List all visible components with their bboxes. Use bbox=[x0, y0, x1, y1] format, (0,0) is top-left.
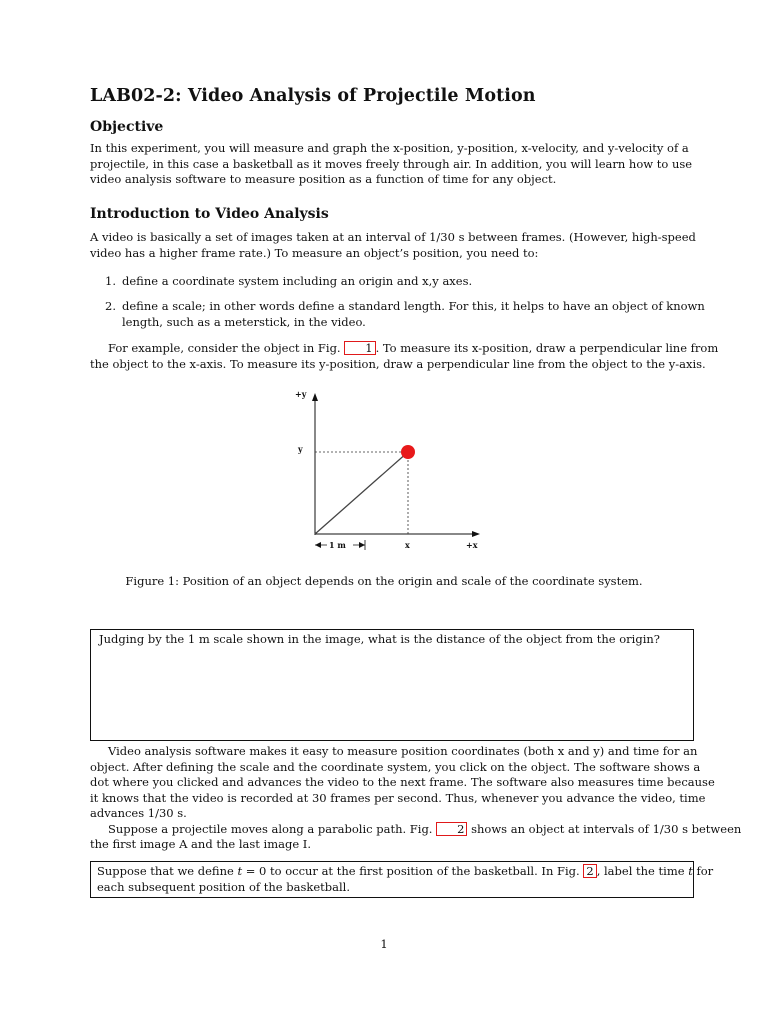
question-1-answer-box[interactable] bbox=[90, 629, 694, 741]
example-text: For example, consider the object in Fig. bbox=[108, 341, 341, 355]
objective-line-3: video analysis software to measure position as a function of time for any object. bbox=[90, 172, 557, 186]
object-dot bbox=[401, 445, 415, 459]
objective-line-2: projectile, in this case a basketball as it moves freely through air. In addition, you will learn how to use bbox=[90, 156, 693, 171]
objective-line-1: In this experiment, you will measure and graph the x-position, y-position, x-velocity, and y-velocity of a bbox=[90, 141, 689, 155]
example-line-2: the object to the x-axis. To measure its y-position, draw a perpendicular line from the object to the y-axis. bbox=[90, 356, 706, 371]
question-2-text: = 0 to occur at the first position of the basketball. In Fig. bbox=[242, 864, 584, 878]
x-label: x bbox=[405, 540, 410, 550]
plus-y-label: +y bbox=[295, 389, 307, 399]
scale-arrow-left bbox=[315, 542, 321, 548]
intro-line-1: A video is basically a set of images taken at an interval of 1/30 s between frames. (However, high-speed bbox=[90, 230, 696, 244]
software-line-3: dot where you clicked and advances the video to the next frame. The software also measures time because bbox=[90, 775, 715, 789]
page-number: 1 bbox=[380, 937, 388, 951]
list-item-number: 2. bbox=[105, 299, 116, 313]
figure-1-diagram bbox=[290, 385, 490, 555]
objective-heading: Objective bbox=[90, 119, 164, 135]
projectile-text: Suppose a projectile moves along a parabolic path. Fig. bbox=[108, 821, 433, 836]
example-line-1 bbox=[90, 341, 719, 357]
list-item: define a scale; in other words define a standard length. For this, it helps to have an object of known bbox=[122, 299, 705, 313]
projectile-line-2: the first image A and the last image I. bbox=[90, 837, 311, 851]
page-title: LAB02-2: Video Analysis of Projectile Motion bbox=[90, 86, 536, 106]
scale-arrow-right bbox=[359, 542, 365, 548]
question-2-answer-box[interactable] bbox=[90, 861, 714, 898]
figure-2-reference-link[interactable]: 2 bbox=[436, 822, 467, 836]
list-item-continuation: length, such as a meterstick, in the video. bbox=[122, 314, 366, 329]
question-1-text: Judging by the 1 m scale shown in the image, what is the distance of the object from the origin? bbox=[99, 632, 660, 646]
list-item: define a coordinate system including an origin and x,y axes. bbox=[122, 274, 473, 288]
x-axis-arrowhead bbox=[472, 531, 480, 537]
question-2-text: , label the time bbox=[596, 864, 689, 878]
intro-line-2: video has a higher frame rate.) To measure an object’s position, you need to: bbox=[90, 245, 539, 260]
y-axis-arrowhead bbox=[312, 393, 318, 401]
position-vector-line bbox=[315, 452, 408, 534]
projectile-text: shows an object at intervals of 1/30 s between bbox=[467, 821, 742, 836]
question-2-text: for bbox=[692, 864, 714, 878]
question-2-line-1 bbox=[97, 864, 714, 880]
software-line-4: it knows that the video is recorded at 30 frames per second. Thus, whenever you advance the video, time bbox=[90, 790, 706, 805]
figure-1-reference-link[interactable]: 1 bbox=[344, 341, 375, 355]
software-line-1: Video analysis software makes it easy to measure position coordinates (both x and y) and time for an bbox=[108, 744, 698, 758]
time-variable: t bbox=[237, 864, 243, 878]
plus-x-label: +x bbox=[466, 540, 478, 550]
software-line-2: object. After defining the scale and the coordinate system, you click on the object. The software shows a bbox=[90, 759, 701, 774]
figure-2-reference-link[interactable]: 2 bbox=[583, 864, 596, 878]
question-2-line-2: each subsequent position of the basketball. bbox=[97, 879, 351, 894]
intro-heading: Introduction to Video Analysis bbox=[90, 206, 329, 222]
example-text: . To measure its x-position, draw a perpendicular line from bbox=[375, 341, 719, 355]
question-2-text: Suppose that we define bbox=[97, 864, 238, 878]
time-variable: t bbox=[688, 864, 693, 878]
projectile-line-1 bbox=[90, 821, 742, 838]
software-line-5: advances 1/30 s. bbox=[90, 806, 187, 820]
list-item-number: 1. bbox=[105, 274, 116, 288]
y-label: y bbox=[298, 444, 303, 454]
figure-1-caption: Figure 1: Position of an object depends on the origin and scale of the coordinate system. bbox=[125, 574, 643, 588]
scale-label: 1 m bbox=[329, 540, 346, 550]
